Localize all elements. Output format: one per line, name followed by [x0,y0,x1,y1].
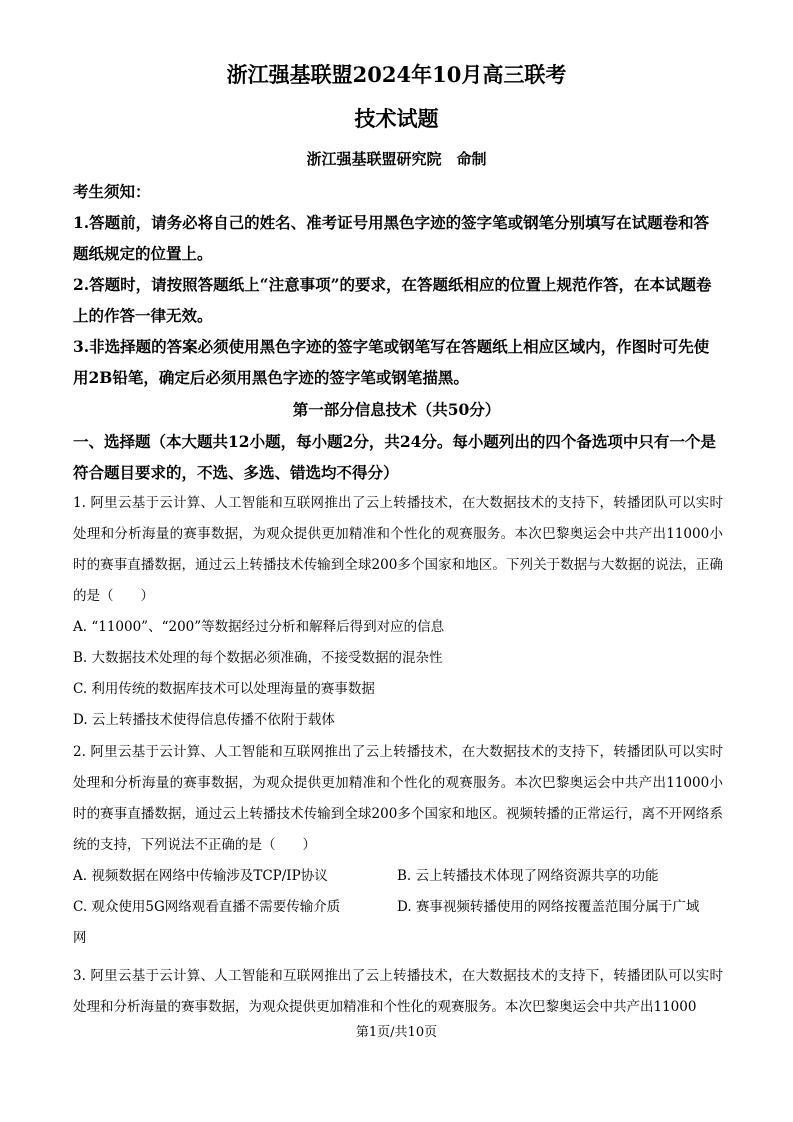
subject-title: 技术试题 [354,106,439,131]
option-d-continuation: 网 [73,930,87,946]
option-b: B. 大数据技术处理的每个数据必须准确，不接受数据的混杂性 [73,650,443,666]
option-c: C. 利用传统的数据库技术可以处理海量的赛事数据 [73,681,375,697]
author-line: 浙江强基联盟研究院 命制 [306,150,487,168]
option-d: D. 赛事视频转播使用的网络按覆盖范围分属于广域 [397,899,700,915]
option-d: D. 云上转播技术使得信息传播不依附于载体 [73,712,335,728]
notice-item: 2.答题时，请按照答题纸上“注意事项”的要求，在答题纸相应的位置上规范作答，在本试题卷上的作答一律无效。 [73,275,712,325]
question-3 [73,961,723,1023]
option-row [73,861,723,892]
page-number: 第1页/共10页 [355,1025,438,1040]
option-row [73,892,723,923]
option-a: A. 视频数据在网络中传输涉及TCP/IP协议 [73,868,328,884]
option-a: A. “11000”、“200”等数据经过分析和解释后得到对应的信息 [73,619,445,635]
question-stem: 2. 阿里云基于云计算、人工智能和互联网推出了云上转播技术，在大数据技术的支持下，转播团队可以实时处理和分析海量的赛事数据，为观众提供更加精准和个性化的观赛服务。本次巴黎奥运会中共产出11000小时的赛事直播数据，通过云上转播技术传输到全球200多个国家和地区。视频转播的正常运行，离不开网络系统的支持，下列说法不正确的是（ ） [73,744,723,853]
notice-block [73,176,723,393]
question-2 [73,737,723,954]
exam-title: 浙江强基联盟2024年10月高三联考 [226,62,567,87]
notice-item: 3.非选择题的答案必须使用黑色字迹的签字笔或钢笔写在答题纸上相应区域内，作图时可先使用2B铅笔，确定后必须用黑色字迹的签字笔或钢笔描黑。 [73,337,710,387]
option-b: B. 云上转播技术体现了网络资源共享的功能 [397,868,659,884]
question-stem: 1. 阿里云基于云计算、人工智能和互联网推出了云上转播技术，在大数据技术的支持下，转播团队可以实时处理和分析海量的赛事数据，为观众提供更加精准和个性化的观赛服务。本次巴黎奥运会中共产出11000小时的赛事直播数据，通过云上转播技术传输到全球200多个国家和地区。下列关于数据与大数据的说法，正确的是（ ） [73,495,723,604]
question-stem: 3. 阿里云基于云计算、人工智能和互联网推出了云上转播技术，在大数据技术的支持下，转播团队可以实时处理和分析海量的赛事数据，为观众提供更加精准和个性化的观赛服务。本次巴黎奥运会中共产出11000 [73,968,723,1015]
section-heading: 一、选择题（本大题共12小题，每小题2分，共24分。每小题列出的四个备选项中只有一个是符合题目要求的，不选、多选、错选均不得分） [73,432,716,482]
notice-item: 1.答题前，请务必将自己的姓名、准考证号用黑色字迹的签字笔或钢笔分别填写在试题卷和答题纸规定的位置上。 [73,213,710,263]
part-title: 第一部分信息技术（共50分） [292,400,501,419]
option-c: C. 观众使用5G网络观看直播不需要传输介质 [73,899,341,915]
question-1 [73,488,723,736]
notice-heading: 考生须知： [73,182,151,201]
